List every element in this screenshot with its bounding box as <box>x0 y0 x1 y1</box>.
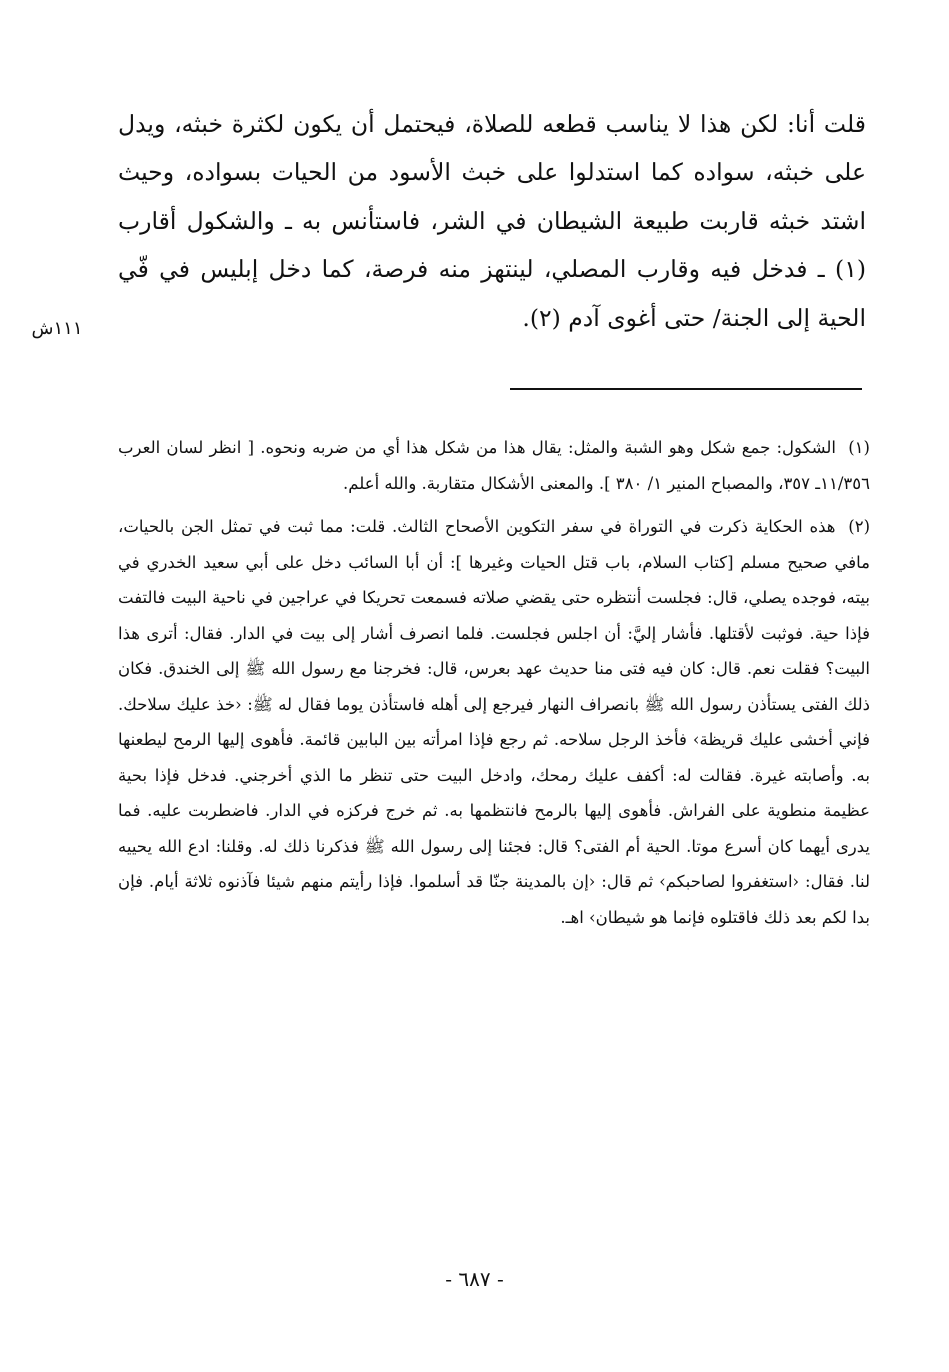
main-paragraph: قلت أنا: لكن هذا لا يناسب قطعه للصلاة، فيحتمل أن يكون لكثرة خبثه، ويدل على خبثه، سواده كما استدلوا على خبث الأسود من الحيات بسواده، وحيث اشتد خبثه قاربت طبيعة الشيطان في الشر، فاستأنس به ـ والشكول أقارب (١) ـ فدخل فيه وقارب المصلي، لينتهز منه فرصة، كما دخل إبليس في فّي الحية إلى الجنة/ حتى أغوى آدم (٢). <box>118 110 867 332</box>
page-number: - ٦٨٧ - <box>445 1267 504 1291</box>
footnote-1-number: (١) <box>848 438 870 457</box>
footnote-1 <box>118 430 870 501</box>
margin-manuscript-note: ١١١ش <box>31 318 83 339</box>
footnote-separator <box>510 388 862 390</box>
footnote-2-text: هذه الحكاية ذكرت في التوراة في سفر التكوين الأصحاح الثالث. قلت: مما ثبت في تمثل الجن بالحيات، مافي صحيح مسلم [كتاب السلام، باب قتل الحيات وغيرها ]: أن أبا السائب دخل على أبي سعيد الخدري في بيته، فوجده يصلي، قال: فجلست أنتظره حتى يقضي صلاته فسمعت تحريكا في عراجين في ناحية البيت فالتفت فإذا حية. فوثبت لأقتلها. فأشار إليَّ: أن اجلس فجلست. فلما انصرف أشار إلى بيت في الدار. فقال: أترى هذا البيت؟ فقلت نعم. قال: كان فيه فتى منا حديث عهد بعرس، قال: فخرجنا مع رسول الله ﷺ إلى الخندق. فكان ذلك الفتى يستأذن رسول الله ﷺ بانصراف النهار فيرجع إلى أهله فاستأذن يوما فقال له ﷺ: ‹خذ عليك سلاحك. فإني أخشى عليك قريظة› فأخذ الرجل سلاحه. ثم رجع فإذا امرأته بين البابين قائمة. فأهوى إليها الرمح ليطعنها به. وأصابته غيرة. فقالت له: أكفف عليك رمحك، وادخل البيت حتى تنظر ما الذي أخرجني. فدخل فإذا بحية عظيمة منطوية على الفراش. فأهوى إليها بالرمح فانتظمها به. ثم خرج فركزه في الدار. فاضطربت عليه. فما يدرى أيهما كان أسرع موتا. الحية أم الفتى؟ قال: فجئنا إلى رسول الله ﷺ فذكرنا ذلك له. وقلنا: ادع الله يحييه لنا. فقال: ‹استغفروا لصاحبكم› ثم قال: ‹إن بالمدينة جنّا قد أسلموا. فإذا رأيتم منهم شيئا فآذنوه ثلاثة أيام. فإن بدا لكم بعد ذلك فاقتلوه فإنما هو شيطان› اهـ. <box>118 517 870 927</box>
footnote-2-number: (٢) <box>848 517 870 536</box>
footnotes-section <box>118 430 870 943</box>
footnote-2 <box>118 509 870 935</box>
main-text-block <box>118 100 866 342</box>
footnote-1-text: الشكول: جمع شكل وهو الشبة والمثل: يقال هذا من شكل هذا أي من ضربه ونحوه. [ انظر لسان العرب ١١/٣٥٦ـ ٣٥٧، والمصباح المنير ١/ ٣٨٠ ]. والمعنى الأشكال متقاربة. والله أعلم. <box>118 438 870 493</box>
